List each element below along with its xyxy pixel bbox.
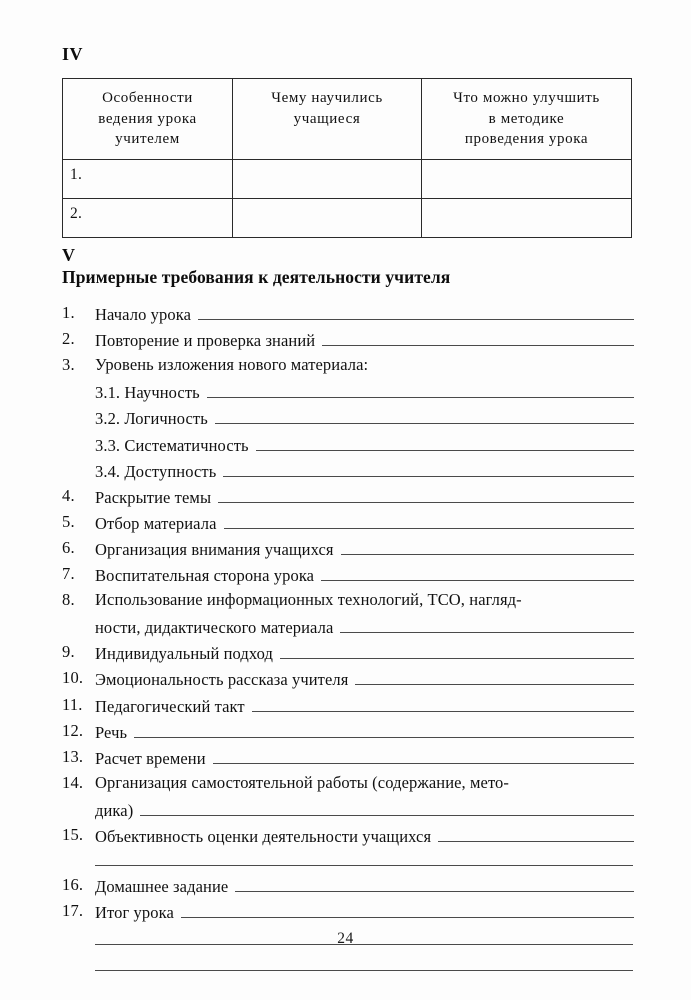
- requirement-body: [95, 352, 634, 378]
- requirement-label: Отбор материала: [95, 513, 217, 533]
- requirement-item: [62, 509, 634, 535]
- section-heading-requirements: Примерные требования к деятельности учителя: [62, 267, 451, 287]
- table-cell-empty[interactable]: [233, 199, 422, 238]
- requirement-label: Использование информационных технологий, ТСО, нагляд-: [95, 590, 522, 610]
- requirement-item: [62, 587, 634, 613]
- header-line: ведения урока: [98, 110, 197, 127]
- requirement-body: [95, 770, 634, 796]
- requirement-number: 7.: [62, 564, 75, 583]
- header-line: Особенности: [102, 90, 193, 106]
- requirement-number: 6.: [62, 537, 75, 557]
- requirement-body: [95, 431, 634, 457]
- fill-in-rule[interactable]: [321, 561, 634, 581]
- requirement-item: [62, 326, 634, 352]
- requirement-item: [62, 431, 634, 457]
- requirement-label: Организация самостоятельной работы (содержание, мето-: [95, 772, 509, 792]
- requirement-number: 8.: [62, 590, 75, 610]
- fill-in-rule[interactable]: [256, 431, 634, 451]
- table-cell-empty[interactable]: [233, 160, 422, 199]
- requirement-number: 11.: [62, 694, 83, 714]
- requirement-body: [95, 300, 634, 326]
- requirement-item: [62, 404, 634, 430]
- requirement-label: Индивидуальный подход: [95, 644, 274, 664]
- requirement-label: Расчет времени: [95, 748, 206, 768]
- requirement-body: [95, 613, 634, 639]
- table-row: [63, 160, 632, 199]
- requirement-item: [62, 613, 634, 639]
- requirement-body: [95, 509, 634, 535]
- requirement-label: Домашнее задание: [95, 877, 229, 897]
- requirement-label: Воспитательная сторона урока: [95, 566, 315, 585]
- page-number: 24: [337, 930, 354, 947]
- requirement-body: [95, 718, 634, 744]
- requirement-label: 3.4. Доступность: [95, 461, 217, 481]
- requirement-item: [62, 378, 634, 404]
- requirement-body: [95, 744, 634, 770]
- requirement-number: 4.: [62, 485, 75, 505]
- requirement-body: [95, 457, 634, 483]
- table-header-cell-improve: [422, 79, 632, 160]
- rule-line: [95, 951, 633, 971]
- fill-in-rule[interactable]: [235, 872, 634, 892]
- table-header-cell-features: [63, 79, 233, 160]
- header-line: учащиеся: [293, 110, 361, 127]
- requirement-item: [62, 561, 634, 587]
- blank-fill-rule[interactable]: [95, 951, 633, 971]
- requirement-number: 3.: [62, 355, 75, 375]
- requirement-item: [62, 770, 634, 796]
- requirement-item: [62, 352, 634, 378]
- requirement-body: [95, 587, 634, 613]
- requirement-label: Раскрытие темы: [95, 487, 212, 507]
- requirement-body: [95, 404, 634, 430]
- fill-in-rule[interactable]: [341, 535, 634, 555]
- requirement-item: [62, 744, 634, 770]
- fill-in-rule[interactable]: [215, 404, 634, 424]
- requirement-body: [95, 326, 634, 352]
- fill-in-rule[interactable]: [224, 509, 634, 529]
- requirement-body: [95, 561, 634, 587]
- requirement-number: 15.: [62, 825, 84, 844]
- lesson-observation-table: [62, 78, 632, 238]
- requirement-label: Педагогический такт: [95, 696, 245, 716]
- blank-fill-rule[interactable]: [95, 846, 633, 866]
- requirement-label: Начало урока: [95, 305, 191, 324]
- requirement-item: [62, 872, 634, 898]
- requirement-item: [62, 796, 634, 822]
- requirement-item: [62, 898, 634, 924]
- fill-in-rule[interactable]: [134, 718, 634, 738]
- fill-in-rule[interactable]: [140, 796, 634, 816]
- requirement-number: 9.: [62, 642, 75, 662]
- requirement-label: дика): [95, 800, 134, 820]
- header-line: Что можно улучшить: [453, 90, 600, 106]
- requirement-body: [95, 692, 634, 718]
- fill-in-rule[interactable]: [181, 898, 634, 918]
- requirement-item: [62, 665, 634, 691]
- requirement-item: [62, 300, 634, 326]
- table-cell-empty[interactable]: [422, 199, 632, 238]
- table-header-row: [63, 79, 632, 160]
- fill-in-rule[interactable]: [213, 744, 634, 764]
- requirement-body: [95, 796, 634, 822]
- requirement-number: 14.: [62, 772, 84, 792]
- header-line: проведения урока: [464, 131, 589, 148]
- fill-in-rule[interactable]: [207, 378, 634, 398]
- requirement-label: Эмоциональность рассказа учителя: [95, 670, 349, 690]
- rule-line: [95, 846, 633, 866]
- requirement-body: [95, 483, 634, 509]
- requirement-item: [62, 639, 634, 665]
- table-row: [63, 199, 632, 238]
- requirement-number: 2.: [62, 329, 75, 349]
- requirement-body: [95, 872, 634, 898]
- requirement-item: [62, 822, 634, 848]
- requirement-label: Итог урока: [95, 903, 174, 923]
- fill-in-rule[interactable]: [252, 692, 634, 712]
- requirement-number: 10.: [62, 668, 84, 688]
- requirement-number: 12.: [62, 720, 84, 740]
- fill-in-rule[interactable]: [218, 483, 634, 503]
- requirement-item: [62, 457, 634, 483]
- table-header-cell-learned: [233, 79, 422, 160]
- requirement-body: [95, 639, 634, 665]
- section-numeral-v: V: [62, 245, 76, 265]
- requirement-body: [95, 665, 634, 691]
- requirement-body: [95, 822, 634, 848]
- requirement-label: ности, дидактического материала: [95, 618, 334, 638]
- fill-in-rule[interactable]: [438, 822, 634, 842]
- requirement-item: [62, 718, 634, 744]
- fill-in-rule[interactable]: [355, 665, 634, 685]
- requirement-item: [62, 535, 634, 561]
- requirement-number: 17.: [62, 901, 84, 921]
- table-cell-empty[interactable]: [422, 160, 632, 199]
- header-line: в методике: [488, 110, 565, 127]
- requirement-number: 13.: [62, 746, 84, 766]
- requirement-label: Речь: [95, 722, 128, 742]
- header-line: учителем: [115, 131, 180, 148]
- requirement-body: [95, 378, 634, 404]
- requirement-body: [95, 535, 634, 561]
- fill-in-rule[interactable]: [198, 300, 634, 320]
- section-numeral-iv: IV: [62, 44, 84, 64]
- requirement-label: Организация внимания учащихся: [95, 539, 334, 559]
- requirement-label: Уровень изложения нового материала:: [95, 355, 369, 375]
- fill-in-rule[interactable]: [340, 613, 634, 633]
- requirement-label: 3.1. Научность: [95, 383, 200, 403]
- fill-in-rule[interactable]: [223, 457, 634, 477]
- requirement-label: Объективность оценки деятельности учащихся: [95, 827, 432, 846]
- requirement-item: [62, 483, 634, 509]
- header-line: Чему научились: [271, 90, 383, 106]
- requirement-number: 16.: [62, 875, 84, 895]
- requirement-number: 5.: [62, 511, 75, 531]
- requirement-item: [62, 692, 634, 718]
- requirement-label: 3.2. Логичность: [95, 409, 208, 429]
- requirement-label: Повторение и проверка знаний: [95, 331, 316, 351]
- fill-in-rule[interactable]: [280, 639, 634, 659]
- requirement-body: [95, 898, 634, 924]
- requirement-label: 3.3. Систематичность: [95, 435, 249, 455]
- table-row-label: 2.: [63, 199, 233, 238]
- table-row-label: 1.: [63, 160, 233, 199]
- fill-in-rule[interactable]: [322, 326, 634, 346]
- requirement-number: 1.: [62, 303, 75, 322]
